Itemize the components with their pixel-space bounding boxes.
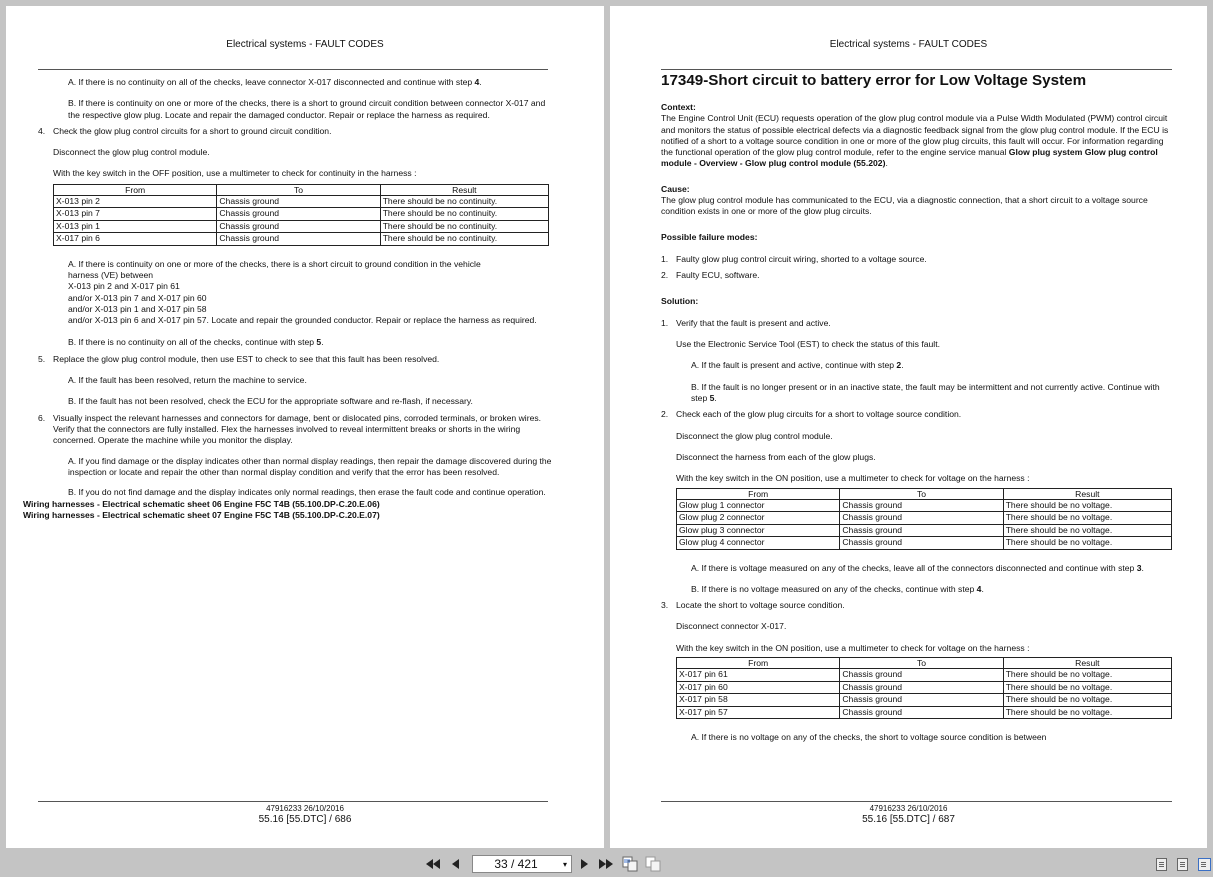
cause-label: Cause: xyxy=(661,183,690,194)
document-id: 47916233 26/10/2016 xyxy=(266,804,344,813)
document-id: 47916233 26/10/2016 xyxy=(869,804,948,813)
solution-step-1: 1. Verify that the fault is present and active. xyxy=(661,317,831,328)
step-option-a: A. If there is continuity on one or more of the checks, there is a short circuit to ground condition in the vehicle harness (VE) between X-013 pin 2 and X-017 pin 61 and/or X-013 pin 7 and X-017 pin 60 and/or X-013 pin 1 and X-017 pin 58 and/or X-013 pin 6 and X-017 pin 57. Locate and repair the grounded conductor. Repair or replace the harness as required. xyxy=(68,258,537,326)
step-option-b: B. If the fault has not been resolved, check the ECU for the appropriate software and re-flash, if necessary. xyxy=(68,396,473,407)
step-option-a: A. If there is voltage measured on any of the checks, leave all of the connectors disconnected and continue with step 3. xyxy=(691,562,1144,573)
document-page-left xyxy=(6,6,604,848)
table-row: X-017 pin 6 Chassis ground There should be no continuity. xyxy=(54,233,549,246)
failure-modes-label: Possible failure modes: xyxy=(661,231,758,242)
chevron-down-icon[interactable]: ▾ xyxy=(562,859,567,869)
step-option-a: A. If you find damage or the display indicates other than normal display readings, then repair the damage discovered during the inspection or locate and repair the other than normal display condition and verify that the error has been resolved. xyxy=(68,455,552,477)
two-page-view-icon[interactable] xyxy=(1198,858,1211,871)
document-page-right xyxy=(610,6,1207,848)
solution-step-3: 3. Locate the short to voltage source condition. xyxy=(661,600,845,611)
column-header: To xyxy=(840,488,1003,499)
prev-page-icon[interactable] xyxy=(450,856,460,872)
paragraph: With the key switch in the ON position, use a multimeter to check for voltage on the harness : xyxy=(676,642,1030,653)
table-row: X-013 pin 7 Chassis ground There should be no continuity. xyxy=(54,208,549,221)
page-number: 55.16 [55.DTC] / 687 xyxy=(862,814,955,825)
continuity-table xyxy=(53,184,549,246)
context-text: The Engine Control Unit (ECU) requests operation of the glow plug control module via a Pulse Width Modulated (PWM) control circuit and monitors the status of possible electrical defects via a diagnostic feedback signal from the glow plug control module. If the ECU is notified of a short to a voltage source condition in one or more of the glow plug circuits, this fault will occur. For information regarding the functional operation of the glow plug control module, refer to the engine service manual Glow plug system Glow plug control module - Overview - Glow plug control module (55.202). xyxy=(661,113,1169,169)
single-page-view-icon[interactable] xyxy=(1156,858,1167,871)
manual-link[interactable]: Glow plug system Glow plug control module - Overview - Glow plug control module (55.202) xyxy=(661,147,1158,169)
step-option-a: A. If the fault has been resolved, return the machine to service. xyxy=(68,375,307,386)
table-row: Glow plug 4 connector Chassis ground There should be no voltage. xyxy=(677,537,1172,550)
running-header: Electrical systems - FAULT CODES xyxy=(226,39,384,50)
paragraph: Disconnect connector X-017. xyxy=(676,621,787,632)
schematic-link[interactable]: Wiring harnesses - Electrical schematic sheet 07 Engine F5C T4B (55.100.DP-C.20.E.07) xyxy=(23,509,380,520)
running-header: Electrical systems - FAULT CODES xyxy=(829,39,988,50)
table-row: X-017 pin 60 Chassis ground There should be no voltage. xyxy=(677,681,1172,694)
page-number-select[interactable] xyxy=(472,855,572,873)
step-option-a: A. If there is no voltage on any of the checks, the short to voltage source condition is between xyxy=(691,732,1047,743)
header-rule xyxy=(661,69,1172,70)
context-label: Context: xyxy=(661,102,696,112)
footer-rule xyxy=(661,801,1172,802)
copy-view-icon[interactable] xyxy=(622,856,638,872)
table-row: X-017 pin 58 Chassis ground There should be no voltage. xyxy=(677,694,1172,707)
next-page-icon[interactable] xyxy=(579,856,589,872)
page-content xyxy=(23,77,552,521)
last-page-icon[interactable] xyxy=(599,856,613,872)
schematic-link[interactable]: Wiring harnesses - Electrical schematic sheet 06 Engine F5C T4B (55.100.DP-C.20.E.06) xyxy=(23,498,380,509)
column-header: From xyxy=(677,658,840,669)
copy-view-2-icon[interactable] xyxy=(645,856,661,872)
solution-label: Solution: xyxy=(661,295,699,306)
cause-text: The glow plug control module has communicated to the ECU, via a diagnostic connection, that a short circuit to a voltage source condition exists in one or more of the glow plug circuits. xyxy=(661,195,1148,217)
column-header: From xyxy=(677,488,840,499)
fault-title: 17349-Short circuit to battery error for Low Voltage System xyxy=(661,72,1087,89)
column-header: To xyxy=(217,184,380,195)
step-option-b: B. If you do not find damage and the display indicates only normal readings, then erase the fault code and continue operation. xyxy=(68,487,546,498)
column-header: To xyxy=(840,658,1003,669)
step-5: 5. Replace the glow plug control module, then use EST to check to see that this fault has been resolved. xyxy=(38,353,440,364)
page-number-value: 33 / 421 xyxy=(494,857,538,871)
paragraph: Disconnect the glow plug control module. xyxy=(676,430,833,441)
table-row: X-017 pin 57 Chassis ground There should be no voltage. xyxy=(677,706,1172,719)
paragraph: With the key switch in the ON position, use a multimeter to check for voltage on the harness : xyxy=(676,473,1030,484)
paragraph: Disconnect the glow plug control module. xyxy=(53,147,210,158)
first-page-icon[interactable] xyxy=(426,856,440,872)
table-row: X-013 pin 1 Chassis ground There should be no continuity. xyxy=(54,220,549,233)
table-row: X-017 pin 61 Chassis ground There should be no voltage. xyxy=(677,669,1172,682)
footer-rule xyxy=(38,801,548,802)
page-content xyxy=(661,72,1172,743)
paragraph: With the key switch in the OFF position, use a multimeter to check for continuity in the harness : xyxy=(53,168,417,179)
step-option-b: B. If there is no voltage measured on any of the checks, continue with step 4. xyxy=(691,583,984,594)
step-6: 6. Visually inspect the relevant harnesses and connectors for damage, bent or dislocated pins, corroded terminals, or broken wires. Verify that the connectors are fully installed. Flex the harnesses involved to reveal intermittent breaks or shorts in the wiring concerned. Operate the machine while you monitor the display. xyxy=(38,412,542,446)
step-4: 4. Check the glow plug control circuits for a short to ground circuit condition. xyxy=(38,125,332,136)
step-option-a: A. If the fault is present and active, continue with step 2. xyxy=(691,360,904,371)
paragraph: Disconnect the harness from each of the glow plugs. xyxy=(676,451,876,462)
step-option-b: B. If there is continuity on one or more of the checks, there is a short to ground circuit condition between connector X-017 and the respective glow plug. Locate and repair the damaged conductor. Repair or replace the harness as required. xyxy=(68,98,546,120)
step-option-a: A. If there is no continuity on all of the checks, leave connector X-017 disconnected and continue with step 4. xyxy=(68,77,482,87)
continuous-view-icon[interactable] xyxy=(1177,858,1188,871)
table-row: Glow plug 1 connector Chassis ground There should be no voltage. xyxy=(677,499,1172,512)
column-header: From xyxy=(54,184,217,195)
failure-mode: 1. Faulty glow plug control circuit wiring, shorted to a voltage source. xyxy=(661,253,927,264)
page-number: 55.16 [55.DTC] / 686 xyxy=(258,814,352,825)
table-row: X-013 pin 2 Chassis ground There should be no continuity. xyxy=(54,195,549,208)
column-header: Result xyxy=(1003,488,1171,499)
step-option-b: B. If there is no continuity on all of the checks, continue with step 5. xyxy=(68,336,324,347)
column-header: Result xyxy=(380,184,548,195)
table-row: Glow plug 2 connector Chassis ground There should be no voltage. xyxy=(677,512,1172,525)
column-header: Result xyxy=(1003,658,1171,669)
glow-plug-voltage-table xyxy=(676,488,1172,550)
header-rule xyxy=(38,69,548,70)
step-option-b: B. If the fault is no longer present or in an inactive state, the fault may be intermittent and not currently active. Continue with step 5. xyxy=(691,381,1160,404)
connector-voltage-table xyxy=(676,657,1172,719)
table-row: Glow plug 3 connector Chassis ground There should be no voltage. xyxy=(677,524,1172,537)
navigation-toolbar xyxy=(0,852,1213,877)
solution-step-2: 2. Check each of the glow plug circuits for a short to voltage source condition. xyxy=(661,409,962,420)
paragraph: Use the Electronic Service Tool (EST) to check the status of this fault. xyxy=(676,339,940,350)
failure-mode: 2. Faulty ECU, software. xyxy=(661,270,760,281)
